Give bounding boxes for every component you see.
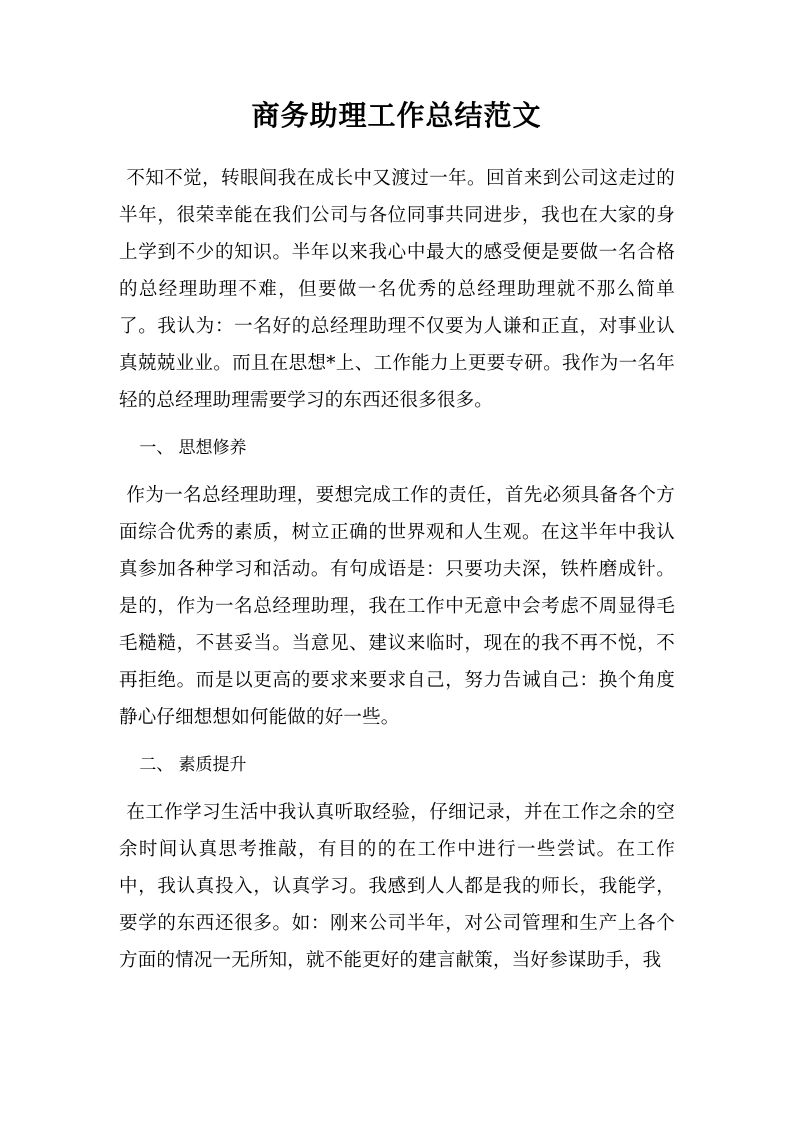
section-heading-2 bbox=[119, 750, 675, 780]
section-number-2: 二、 bbox=[139, 755, 174, 775]
section-title-1: 思想修养 bbox=[178, 438, 247, 458]
section-number-1: 一、 bbox=[139, 438, 174, 458]
intro-paragraph: 不知不觉，转眼间我在成长中又渡过一年。回首来到公司这走过的半年，很荣幸能在我们公司与各位同事共同进步，我也在大家的身上学到不少的知识。半年以来我心中最大的感受便是要做一名合格的总经理助理不难，但要做一名优秀的总经理助理就不那么简单了。我认为：一名好的总经理助理不仅要为人谦和正直，对事业认真兢兢业业。而且在思想*上、工作能力上更要专研。我作为一名年轻的总经理助理需要学习的东西还很多很多。 bbox=[119, 168, 675, 411]
document-title: 商务助理工作总结范文 bbox=[251, 99, 542, 132]
section-heading-1 bbox=[119, 433, 675, 463]
document-body bbox=[119, 160, 675, 979]
section1-paragraph: 作为一名总经理助理，要想完成工作的责任，首先必须具备各个方面综合优秀的素质，树立正确的世界观和人生观。在这半年中我认真参加各种学习和活动。有句成语是：只要功夫深，铁杵磨成针。是的，作为一名总经理助理，我在工作中无意中会考虑不周显得毛毛糙糙，不甚妥当。当意见、建议来临时，现在的我不再不悦，不再拒绝。而是以更高的要求来要求自己，努力告诫自己：换个角度静心仔细想想如何能做的好一些。 bbox=[119, 485, 675, 728]
section-title-2: 素质提升 bbox=[178, 755, 247, 775]
section2-paragraph: 在工作学习生活中我认真听取经验，仔细记录，并在工作之余的空余时间认真思考推敲，有目的的在工作中进行一些尝试。在工作中，我认真投入，认真学习。我感到人人都是我的师长，我能学，要学的东西还很多。如：刚来公司半年，对公司管理和生产上各个方面的情况一无所知，就不能更好的建言献策，当好参谋助手，我 bbox=[119, 802, 675, 971]
